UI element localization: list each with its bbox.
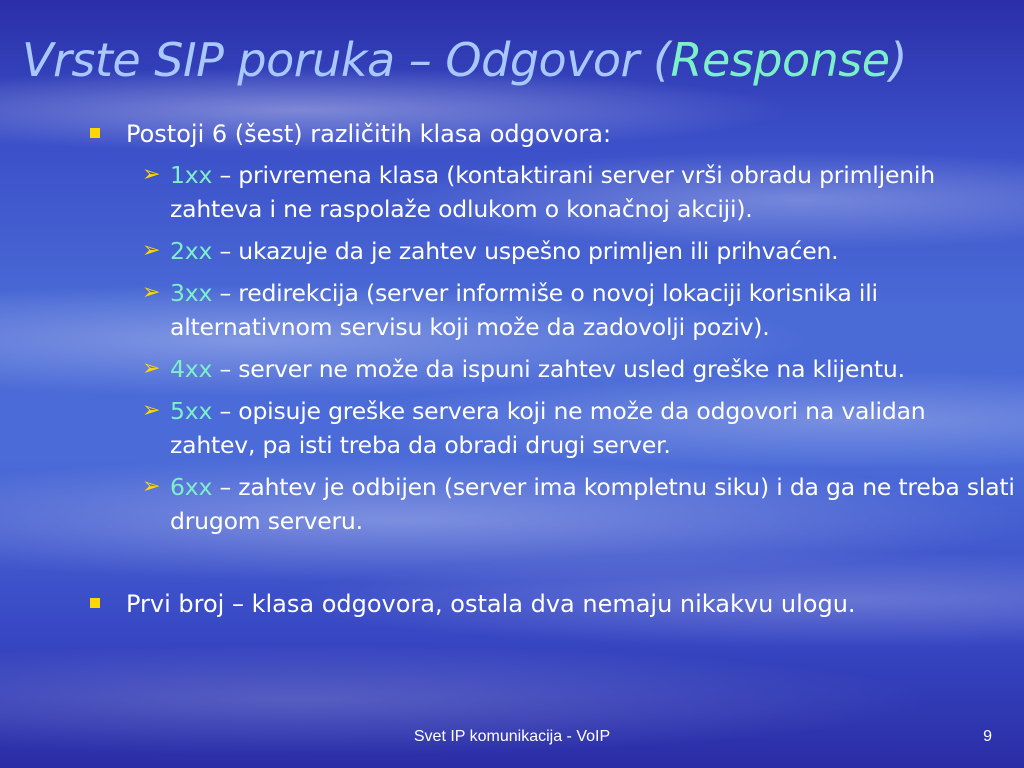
- spacer: [86, 546, 1016, 586]
- response-code: 5xx: [170, 397, 213, 425]
- list-item: [142, 276, 1016, 344]
- arrow-bullet-icon: ➢: [142, 238, 161, 263]
- title-end: ): [889, 33, 907, 87]
- bullet-item-classes: [86, 116, 1016, 152]
- list-item: [142, 234, 1016, 268]
- slide-title: [22, 28, 1012, 92]
- response-code: 2xx: [170, 237, 213, 265]
- arrow-bullet-icon: ➢: [142, 398, 161, 423]
- square-bullet-icon: [90, 598, 100, 608]
- response-description: – ukazuje da je zahtev uspešno primljen ili prihvaćen.: [212, 237, 839, 265]
- arrow-bullet-icon: ➢: [142, 356, 161, 381]
- page-number: 9: [983, 728, 992, 745]
- bullet-text: Postoji 6 (šest) različitih klasa odgovora:: [126, 120, 612, 148]
- arrow-bullet-icon: ➢: [142, 280, 161, 305]
- title-main: Vrste SIP poruka – Odgovor (: [22, 33, 671, 87]
- bullet-item-first-digit: [86, 586, 1016, 622]
- footer-title: Svet IP komunikacija - VoIP: [413, 728, 611, 745]
- bullet-text: Prvi broj – klasa odgovora, ostala dva nemaju nikakvu ulogu.: [126, 590, 856, 618]
- response-code: 3xx: [170, 279, 213, 307]
- list-item: [142, 352, 1016, 386]
- response-code: 4xx: [170, 355, 213, 383]
- response-code: 1xx: [170, 161, 213, 189]
- response-description: – zahtev je odbijen (server ima kompletnu siku) i da ga ne treba slati drugom serveru.: [170, 473, 1015, 535]
- slide-content: [86, 116, 1016, 622]
- list-item: [142, 470, 1016, 538]
- square-bullet-icon: [90, 128, 100, 138]
- response-description: – server ne može da ispuni zahtev usled greške na klijentu.: [212, 355, 905, 383]
- response-description: – privremena klasa (kontaktirani server vrši obradu primljenih zahteva i ne raspolaže odlukom o konačnoj akciji).: [170, 161, 935, 223]
- response-code: 6xx: [170, 473, 213, 501]
- title-highlight: Response: [670, 33, 890, 87]
- response-class-list: [86, 158, 1016, 538]
- arrow-bullet-icon: ➢: [142, 162, 161, 187]
- list-item: [142, 394, 1016, 462]
- response-description: – redirekcija (server informiše o novoj lokaciji korisnika ili alternativnom servisu koji može da zadovolji poziv).: [170, 279, 878, 341]
- list-item: [142, 158, 1016, 226]
- arrow-bullet-icon: ➢: [142, 474, 161, 499]
- response-description: – opisuje greške servera koji ne može da odgovori na validan zahtev, pa isti treba da obradi drugi server.: [170, 397, 926, 459]
